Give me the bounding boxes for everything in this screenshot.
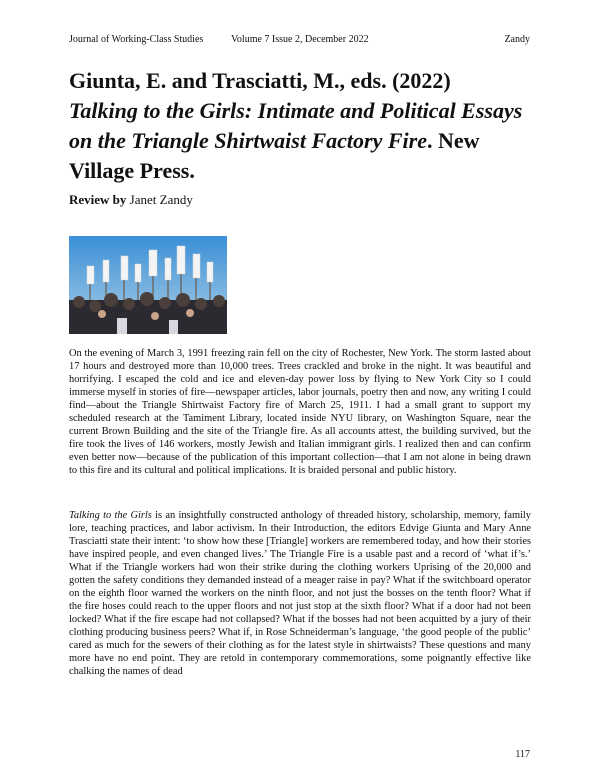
reviewer-name: Janet Zandy: [129, 192, 193, 207]
page-number: 117: [515, 749, 530, 760]
issue-info: Volume 7 Issue 2, December 2022: [231, 34, 369, 45]
running-author: Zandy: [504, 34, 530, 45]
review-title: [69, 66, 539, 186]
review-byline: [69, 192, 193, 208]
paragraph-2: [69, 509, 531, 678]
paragraph-1: On the evening of March 3, 1991 freezing rain fell on the city of Rochester, New York. The storm lasted about 17 hours and destroyed more than 10,000 trees. Trees crackled and broke in the night. It was beautiful and horrifying. I escaped the cold and ice and eleven-day power loss by flying to New York City so I could immerse myself in stories of fire—newspaper articles, labor journals, poetry then and now, any writing I could find—about the Triangle Shirtwaist Factory fire of March 25, 1911. I had a small grant to support my scheduled research at the Tamiment Library, located inside NYU library, on Washington Square, near the current Brown Building and the site of the Triangle fire. As all accounts attest, the building survived, but the fire took the lives of 146 workers, mostly Jewish and Italian immigrant girls. I realized then and can confirm even better now—because of the publication of this important collection—that I am not alone in being drawn to this fire and its cultural and political implications. It is braided personal and public history.: [69, 348, 531, 476]
running-header: [69, 34, 530, 48]
publisher: . New Village Press.: [69, 128, 480, 183]
review-label: Review by: [69, 192, 127, 207]
journal-name: Journal of Working-Class Studies: [69, 34, 204, 45]
citation-authors: Giunta, E. and Trasciatti, M., eds. (2022): [69, 68, 451, 93]
paragraph-2-text: is an insightfully constructed anthology of threaded history, scholarship, memory, family lore, teaching practices, and labor activism. In their Introduction, the editors Edvige Giunta and Mary Anne Trasciatti state their intent: ‘to show how these [Triangle] workers are remembered today, and how their stories have inspired people, and even changed lives.’ The Triangle Fire is a usable past and a record of ‘what if’s.’ What if the Triangle workers had won their strike during the clothing workers Uprising of the 20,000 and gotten the safety conditions they demanded instead of a meager raise in pay? What if the switchboard operator on the eighth floor warned the workers on the ninth floor, and not just the bosses on the tenth floor? What if the fire hoses could reach to the upper floors and not just stop at the sixth floor? What if a door had not been locked? What if the fire escape had not collapsed? What if the bosses had not been acquitted by a jury of their clothing producing business peers? What if, in Rose Schneiderman’s language, ‘the good people of the public’ cared as much for the sewers of their clothing as for the latest style in shirtwaists? These questions and many more have no end point. They are retold in contemporary commemorations, some poignantly effective like chalking the names of dead: [69, 510, 531, 677]
book-title: Talking to the Girls: Intimate and Political Essays on the Triangle Shirtwaist Factory Fire: [69, 98, 523, 153]
commemoration-photo: [69, 236, 227, 334]
shirtwaist-photo-illustration: [69, 236, 227, 334]
anthology-title-inline: Talking to the Girls: [69, 510, 152, 521]
